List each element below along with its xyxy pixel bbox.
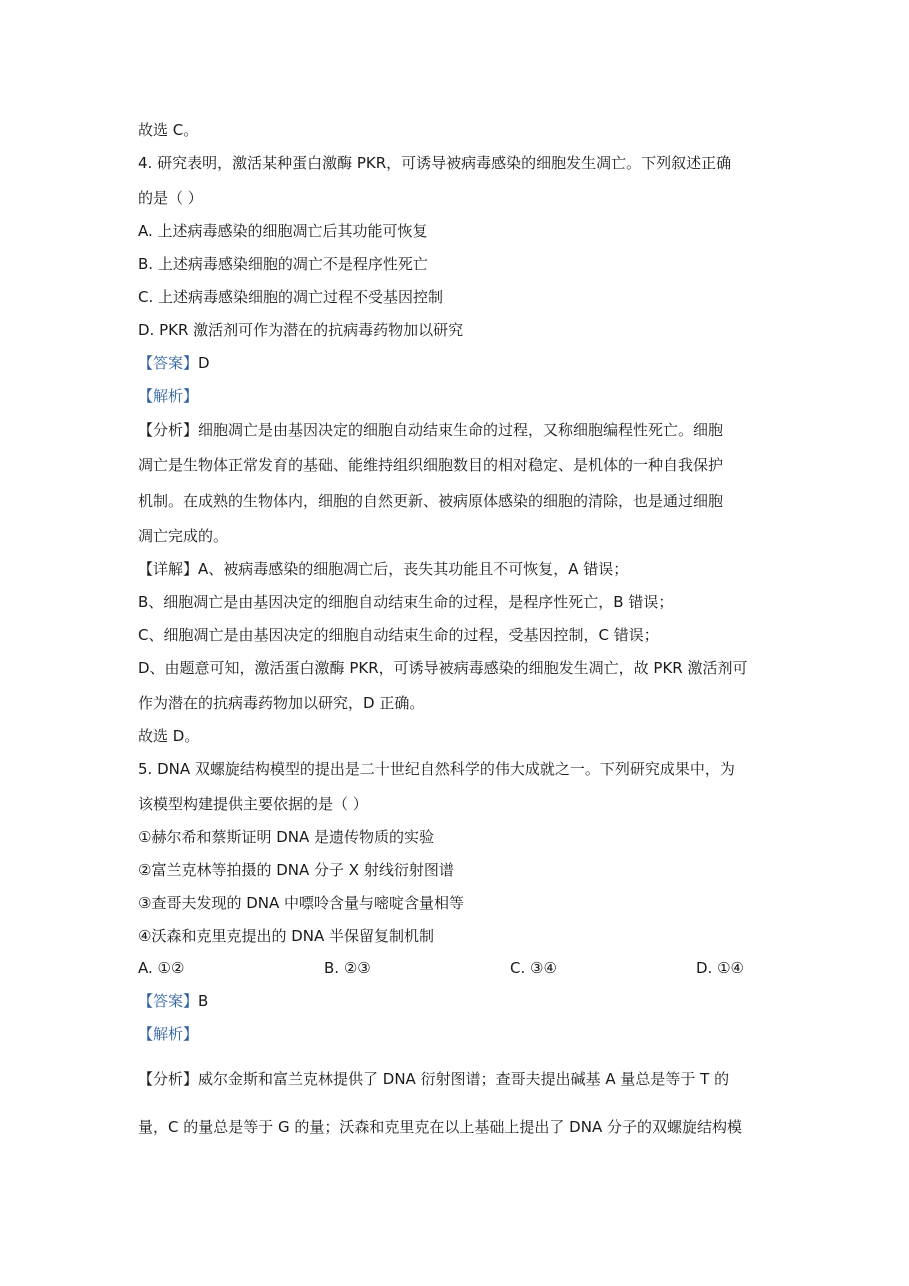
xiangjie-tag: 【详解】 bbox=[138, 560, 199, 578]
analysis-tag: 【解析】 bbox=[138, 1025, 199, 1043]
fenxi-line bbox=[138, 420, 723, 440]
fenxi-text: 凋亡是生物体正常发育的基础、能维持组织细胞数目的相对稳定、是机体的一种自我保护 bbox=[138, 456, 724, 474]
option-b: B. ②③ bbox=[324, 959, 371, 977]
option-a: A. 上述病毒感染的细胞凋亡后其功能可恢复 bbox=[138, 222, 428, 240]
xiangjie-text: 作为潜在的抗病毒药物加以研究，D 正确。 bbox=[138, 694, 425, 712]
question-4-stem: 4. 研究表明，激活某种蛋白激酶 PKR，可诱导被病毒感染的细胞发生凋亡。下列叙述正确 bbox=[138, 154, 732, 172]
fenxi-text: 威尔金斯和富兰克林提供了 DNA 衍射图谱；查哥夫提出碱基 A 量总是等于 T 的 bbox=[198, 1070, 730, 1088]
conclusion-line: 故选 C。 bbox=[138, 121, 199, 139]
item-3: ③查哥夫发现的 DNA 中嘌呤含量与嘧啶含量相等 bbox=[138, 894, 465, 912]
item-2: ②富兰克林等拍摄的 DNA 分子 X 射线衍射图谱 bbox=[138, 861, 454, 879]
item-1: ①赫尔希和蔡斯证明 DNA 是遗传物质的实验 bbox=[138, 828, 435, 846]
option-c: C. ③④ bbox=[510, 959, 557, 977]
question-5-stem: 5. DNA 双螺旋结构模型的提出是二十世纪自然科学的伟大成就之一。下列研究成果中，为 bbox=[138, 760, 735, 778]
xiangjie-text: C、细胞凋亡是由基因决定的细胞自动结束生命的过程，受基因控制，C 错误； bbox=[138, 626, 659, 644]
answer-value: D bbox=[198, 354, 210, 372]
fenxi-text: 机制。在成熟的生物体内，细胞的自然更新、被病原体感染的细胞的清除，也是通过细胞 bbox=[138, 492, 724, 510]
option-d: D. ①④ bbox=[696, 959, 744, 977]
fenxi-text: 凋亡完成的。 bbox=[138, 527, 229, 545]
option-c: C. 上述病毒感染细胞的凋亡过程不受基因控制 bbox=[138, 288, 444, 306]
option-b: B. 上述病毒感染细胞的凋亡不是程序性死亡 bbox=[138, 255, 428, 273]
answer-line bbox=[138, 991, 208, 1011]
item-4: ④沃森和克里克提出的 DNA 半保留复制机制 bbox=[138, 927, 435, 945]
option-d: D. PKR 激活剂可作为潜在的抗病毒药物加以研究 bbox=[138, 321, 464, 339]
xiangjie-text: B、细胞凋亡是由基因决定的细胞自动结束生命的过程，是程序性死亡，B 错误； bbox=[138, 593, 674, 611]
analysis-tag: 【解析】 bbox=[138, 387, 199, 405]
fenxi-tag: 【分析】 bbox=[138, 421, 199, 439]
fenxi-text: 量，C 的量总是等于 G 的量；沃森和克里克在以上基础上提出了 DNA 分子的双螺旋结构模 bbox=[138, 1118, 742, 1136]
question-4-stem-cont: 的是（ ） bbox=[138, 189, 203, 207]
fenxi-text: 细胞凋亡是由基因决定的细胞自动结束生命的过程，又称细胞编程性死亡。细胞 bbox=[198, 421, 724, 439]
xiangjie-text: A、被病毒感染的细胞凋亡后，丧失其功能且不可恢复，A 错误； bbox=[198, 560, 629, 578]
conclusion-line: 故选 D。 bbox=[138, 727, 200, 745]
xiangjie-line bbox=[138, 559, 628, 579]
answer-tag: 【答案】 bbox=[138, 354, 199, 372]
answer-line bbox=[138, 353, 210, 373]
fenxi-line bbox=[138, 1069, 729, 1089]
option-a: A. ①② bbox=[138, 959, 185, 977]
answer-tag: 【答案】 bbox=[138, 992, 199, 1010]
xiangjie-text: D、由题意可知，激活蛋白激酶 PKR，可诱导被病毒感染的细胞发生凋亡，故 PKR 激活剂可 bbox=[138, 659, 748, 677]
question-5-stem-cont: 该模型构建提供主要依据的是（ ） bbox=[138, 795, 368, 813]
fenxi-tag: 【分析】 bbox=[138, 1070, 199, 1088]
answer-value: B bbox=[198, 992, 209, 1010]
